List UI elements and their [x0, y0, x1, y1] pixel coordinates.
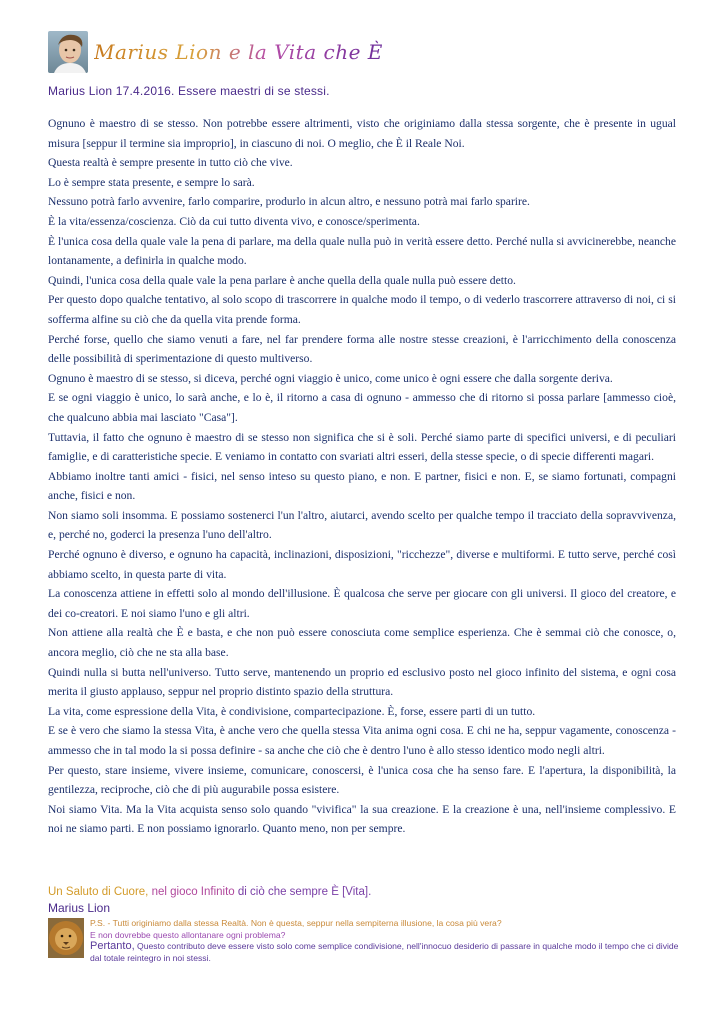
ps-line: [90, 941, 688, 964]
paragraph: Non attiene alla realtà che È e basta, e che non può essere conosciuta come semplice esperienza. Che è semmai ciò che conosce, o, ancora meglio, ciò che ne sta alla base.: [48, 626, 676, 660]
lion-portrait-photo-icon: [48, 918, 84, 958]
signature-block: [48, 884, 688, 964]
greeting-part: Un Saluto di Cuore,: [48, 886, 149, 898]
site-title: Marius Lion e la Vita che È: [94, 40, 383, 64]
ps-line: E non dovrebbe questo allontanare ogni problema?: [90, 929, 286, 940]
page-title: Marius Lion 17.4.2016. Essere maestri di se stessi.: [48, 84, 330, 98]
paragraph: Ognuno è maestro di se stesso. Non potrebbe essere altrimenti, visto che originiamo dalla stessa sorgente, che è presente in ugual misura [seppur il termine sia improprio], in ciascuno di noi. O meglio, che È il Reale Noi.: [48, 117, 676, 150]
postscript-text: [90, 918, 688, 964]
paragraph: È la vita/essenza/coscienza. Ciò da cui tutto diventa vivo, e conosce/sperimenta.: [48, 214, 420, 228]
paragraph: Per questo, stare insieme, vivere insieme, comunicare, conoscersi, è l'unica cosa che ha senso fare. E l'apertura, la disponibilità, la gentilezza, reciproche, ciò che di più augurabile possa esistere.: [48, 763, 676, 797]
article-body: [48, 114, 676, 839]
greeting: [48, 884, 688, 900]
greeting-part: nel gioco Infinito: [151, 886, 235, 898]
paragraph: Per questo dopo qualche tentativo, al solo scopo di trascorrere in qualche modo il tempo, o di vederlo trascorrere attraverso di noi, ci si sofferma alfine su ciò che da quella vita prende forma.: [48, 293, 676, 326]
paragraph: Quindi nulla si butta nell'universo. Tutto serve, mantenendo un proprio ed esclusivo posto nel gioco infinito del sistema, e ogni cosa merita il giusto applauso, seppur nel proprio distinto spazio della struttura.: [48, 665, 676, 699]
paragraph: Non siamo soli insomma. E possiamo sostenerci l'un l'altro, aiutarci, avendo scelto per qualche tempo il tracciato della sopravvivenza, e, perché no, goderci la presenza l'uno dell'altro.: [48, 508, 676, 542]
ps-line: P.S. - Tutti originiamo dalla stessa Realtà. Non è questa, seppur nella sempiterna illusione, la cosa più vera?: [90, 918, 502, 928]
paragraph: E se è vero che siamo la stessa Vita, è anche vero che quella stessa Vita anima ogni cosa. E chi ne ha, seppur vagamente, conoscenza - ammesso che in tal modo la si possa definire - sa anche che ciò che è dentro l'uno è allo stesso identico modo negli altri.: [48, 724, 676, 757]
child-portrait-photo-icon: [48, 31, 88, 73]
paragraph: Quindi, l'unica cosa della quale vale la pena parlare è anche quella della quale nulla può essere detto.: [48, 273, 516, 287]
paragraph: La vita, come espressione della Vita, è condivisione, compartecipazione. È, forse, essere parti di un tutto.: [48, 704, 536, 718]
avatar: [48, 31, 88, 73]
paragraph: Tuttavia, il fatto che ognuno è maestro di se stesso non significa che si è soli. Perché siamo parte di specifici universi, e di peculiari famiglie, e di caratteristiche specie. E veniamo in contatto con svariati altri esseri, della stesse specie, o di specie differenti magari.: [48, 430, 676, 464]
paragraph: Perché ognuno è diverso, e ognuno ha capacità, inclinazioni, disposizioni, "ricchezze", diverse e multiformi. E tutto serve, perché così abbiamo scelto, in questa parte di vita.: [48, 548, 676, 581]
ps-rest: Questo contributo deve essere visto solo come semplice condivisione, nell'innocuo desiderio di passare in qualche modo il tempo che ci divide dal totale reintegro in noi stessi.: [90, 941, 679, 963]
postscript: [48, 918, 688, 964]
lion-photo: [48, 918, 84, 958]
ps-lead: Pertanto,: [90, 940, 135, 952]
paragraph: È l'unica cosa della quale vale la pena di parlare, ma della quale nulla può in verità essere detto. Perché nulla si avvicinerebbe, neanche lontanamente, a definirla in qualche modo.: [48, 234, 676, 268]
paragraph: Abbiamo inoltre tanti amici - fisici, nel senso inteso su questo piano, e non. E partner, fisici e non. E, se siamo fortunati, compagni anche, fisici e non.: [48, 469, 676, 503]
paragraph: Noi siamo Vita. Ma la Vita acquista senso solo quando "vivifica" la sua creazione. E la creazione è una, nell'insieme complessivo. E noi ne siamo parti. E non possiamo ignorarlo. Quanto meno, non per sempre.: [48, 802, 676, 836]
paragraph: Nessuno potrà farlo avvenire, farlo comparire, produrlo in alcun altro, e nessuno potrà mai farlo sparire.: [48, 195, 530, 209]
author-name: Marius Lion: [48, 901, 111, 915]
paragraph: Ognuno è maestro di se stesso, si diceva, perché ogni viaggio è unico, come unico è ogni essere che dalla sorgente deriva.: [48, 371, 613, 385]
paragraph: Perché forse, quello che siamo venuti a fare, nel far prendere forma alle nostre stesse creazioni, è l'arricchimento della conoscenza delle possibilità di sperimentazione di questo multiverso.: [48, 332, 676, 366]
paragraph: Questa realtà è sempre presente in tutto ciò che vive.: [48, 156, 293, 170]
paragraph: Lo è sempre stata presente, e sempre lo sarà.: [48, 175, 255, 189]
greeting-part: di ciò che sempre È [Vita].: [237, 886, 372, 898]
paragraph: La conoscenza attiene in effetti solo al mondo dell'illusione. È qualcosa che serve per giocare con gli universi. Il gioco del creatore, e dei co-creatori. E noi siamo l'uno e gli altri.: [48, 587, 676, 620]
paragraph: E se ogni viaggio è unico, lo sarà anche, e lo è, il ritorno a casa di ognuno - ammesso che di ritorno si possa parlare [ammesso cioè, che qualcuno abbia mai lasciato "Casa"].: [48, 391, 676, 424]
site-header: [48, 30, 383, 74]
